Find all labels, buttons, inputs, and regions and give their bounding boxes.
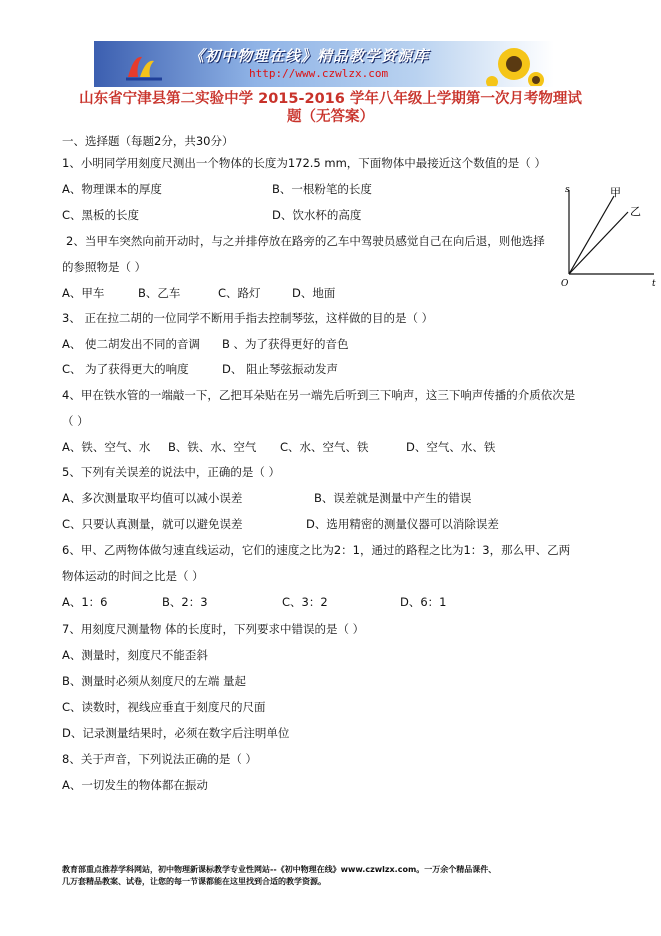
question-6-option-a: A、1：6 (62, 595, 108, 609)
question-2-stem: 2、当甲车突然向前开动时，与之并排停放在路旁的乙车中驾驶员感觉自己在向后退，则他选择 (66, 234, 545, 248)
sunflower-image (484, 44, 544, 86)
question-4-option-a: A、铁、空气、水 (62, 440, 151, 454)
document-title-line2: 题（无答案） (287, 109, 374, 125)
question-7-option-d: D、记录测量结果时，必须在数字后注明单位 (62, 726, 290, 740)
question-5-stem: 5、下列有关误差的说法中，正确的是（ ） (62, 465, 280, 479)
graph-x-label: t (652, 279, 656, 289)
question-3-option-c: C、 为了获得更大的响度 (62, 362, 189, 376)
question-6-option-d: D、6：1 (400, 595, 447, 609)
section-heading: 一、选择题（每题2分，共30分） (62, 134, 234, 148)
question-8-stem: 8、关于声音，下列说法正确的是（ ） (62, 752, 257, 766)
question-3-stem: 3、 正在拉二胡的一位同学不断用手指去控制琴弦，这样做的目的是（ ） (62, 311, 434, 325)
question-1-option-b: B、一根粉笔的长度 (272, 182, 372, 196)
question-4-stem-cont: （ ） (62, 414, 89, 428)
site-logo (124, 51, 164, 81)
graph-y-label: s (565, 185, 570, 195)
question-2-option-c: C、路灯 (218, 286, 261, 300)
question-1-stem: 1、小明同学用刻度尺测出一个物体的长度为172.5 mm，下面物体中最接近这个数值的是（ ） (62, 156, 546, 170)
question-5-option-b: B、误差就是测量中产生的错误 (314, 491, 472, 505)
graph-line-jia-label: 甲 (610, 186, 621, 199)
graph-line-jia (569, 196, 614, 274)
question-5-option-d: D、选用精密的测量仪器可以消除误差 (306, 517, 499, 531)
question-2-option-a: A、甲车 (62, 286, 105, 300)
question-7-stem: 7、用刻度尺测量物 体的长度时，下列要求中错误的是（ ） (62, 622, 365, 636)
header-banner (94, 41, 554, 87)
question-6-option-b: B、2：3 (162, 595, 208, 609)
question-8-option-a: A、一切发生的物体都在振动 (62, 778, 208, 792)
question-5-option-c: C、只要认真测量，就可以避免误差 (62, 517, 243, 531)
question-2-option-b: B、乙车 (138, 286, 181, 300)
document-title-line1: 山东省宁津县第二实验中学 2015-2016 学年八年级上学期第一次月考物理试 (79, 91, 582, 107)
question-4-option-b: B、铁、水、空气 (168, 440, 257, 454)
question-5-option-a: A、多次测量取平均值可以减小误差 (62, 491, 243, 505)
question-7-option-c: C、读数时，视线应垂直于刻度尺的尺面 (62, 700, 266, 714)
question-2-stem-cont: 的参照物是（ ） (62, 260, 147, 274)
page-footer (62, 864, 622, 888)
question-6-stem-cont: 物体运动的时间之比是（ ） (62, 569, 204, 583)
banner-title: 《初中物理在线》精品教学资源库 (189, 47, 430, 65)
question-7-option-a: A、测量时，刻度尺不能歪斜 (62, 648, 208, 662)
question-1-option-a: A、物理课本的厚度 (62, 182, 162, 196)
question-1-option-c: C、黑板的长度 (62, 208, 140, 222)
question-3-option-a: A、 使二胡发出不同的音调 (62, 337, 201, 351)
footer-line-2: 几万套精品教案、试卷，让您的每一节课都能在这里找到合适的教学资源。 (62, 877, 326, 886)
question-7-option-b: B、测量时必须从刻度尺的左端 量起 (62, 674, 247, 688)
question-2-option-d: D、地面 (292, 286, 336, 300)
question-1-option-d: D、饮水杯的高度 (272, 208, 362, 222)
question-3-option-d: D、 阻止琴弦振动发声 (222, 362, 339, 376)
question-4-option-d: D、空气、水、铁 (406, 440, 496, 454)
question-3-option-b: B 、为了获得更好的音色 (222, 337, 349, 351)
question-6-stem: 6、甲、乙两物体做匀速直线运动，它们的速度之比为2：1，通过的路程之比为1：3，那么甲、乙两 (62, 543, 571, 557)
graph-line-yi-label: 乙 (630, 205, 641, 218)
footer-line-1: 教育部重点推荐学科网站，初中物理新课标教学专业性网站--《初中物理在线》www.czwlzx.com。一万余个精品课件、 (62, 865, 497, 874)
question-6-option-c: C、3：2 (282, 595, 328, 609)
question-4-stem: 4、甲在铁水管的一端敲一下，乙把耳朵贴在另一端先后听到三下响声，这三下响声传播的介质依次是 (62, 388, 576, 402)
speed-graph (554, 182, 659, 290)
graph-origin-label: O (561, 279, 569, 289)
question-4-option-c: C、水、空气、铁 (280, 440, 369, 454)
banner-url[interactable]: http://www.czwlzx.com (249, 67, 389, 80)
graph-line-yi (569, 212, 628, 274)
